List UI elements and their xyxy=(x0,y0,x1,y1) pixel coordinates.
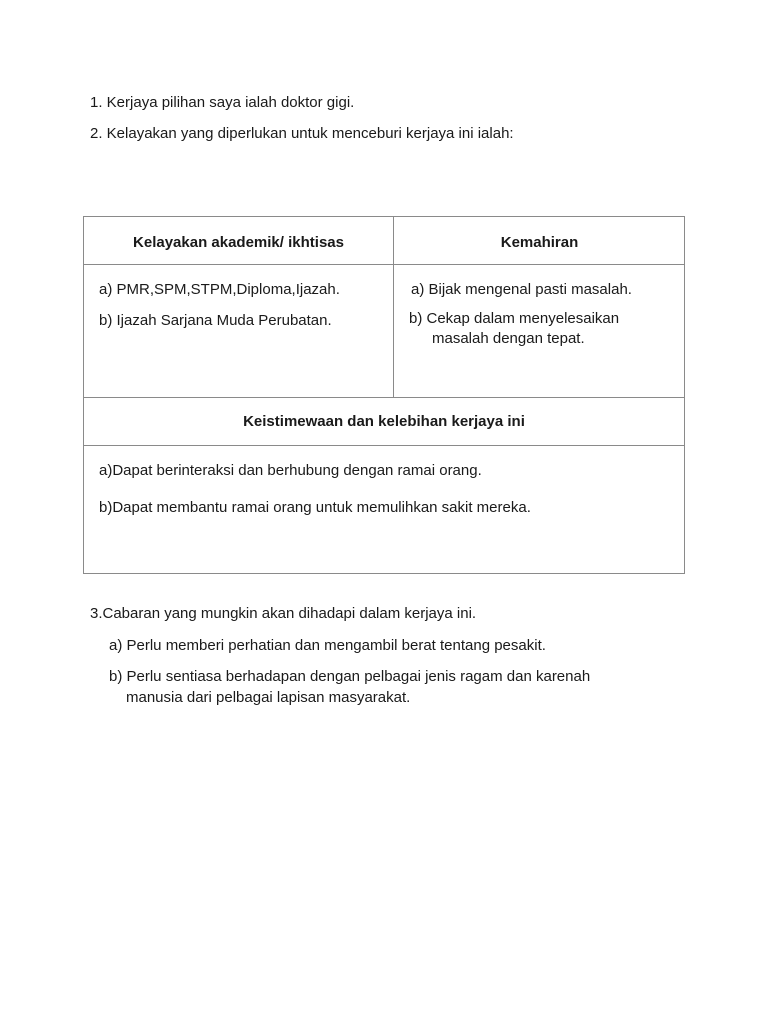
table-divider-header xyxy=(84,264,684,265)
academic-item: a) PMR,SPM,STPM,Diploma,Ijazah. xyxy=(99,281,340,298)
advantage-item: b)Dapat membantu ramai orang untuk memulihkan sakit mereka. xyxy=(99,499,531,516)
table-divider-section-header xyxy=(84,445,684,446)
challenge-item: a) Perlu memberi perhatian dan mengambil berat tentang pesakit. xyxy=(109,637,546,654)
challenge-item-continuation: manusia dari pelbagai lapisan masyarakat. xyxy=(126,689,411,706)
column-header-academic: Kelayakan akademik/ ikhtisas xyxy=(133,234,344,251)
advantage-item: a)Dapat berinteraksi dan berhubung dengan ramai orang. xyxy=(99,462,482,479)
skill-item-continuation: masalah dengan tepat. xyxy=(432,330,585,347)
question-1-text: 1. Kerjaya pilihan saya ialah doktor gigi. xyxy=(90,94,355,111)
academic-item: b) Ijazah Sarjana Muda Perubatan. xyxy=(99,312,332,329)
skill-item: a) Bijak mengenal pasti masalah. xyxy=(411,281,632,298)
table-divider-section xyxy=(84,397,684,398)
section-header-advantages: Keistimewaan dan kelebihan kerjaya ini xyxy=(243,413,525,430)
column-header-skills: Kemahiran xyxy=(500,234,579,251)
skill-item: b) Cekap dalam menyelesaikan xyxy=(409,310,620,327)
qualifications-table xyxy=(83,216,685,574)
question-2-text: 2. Kelayakan yang diperlukan untuk menceburi kerjaya ini ialah: xyxy=(90,125,514,142)
challenge-item: b) Perlu sentiasa berhadapan dengan pelbagai jenis ragam dan karenah xyxy=(109,668,591,685)
challenges-heading: 3.Cabaran yang mungkin akan dihadapi dalam kerjaya ini. xyxy=(90,605,477,622)
